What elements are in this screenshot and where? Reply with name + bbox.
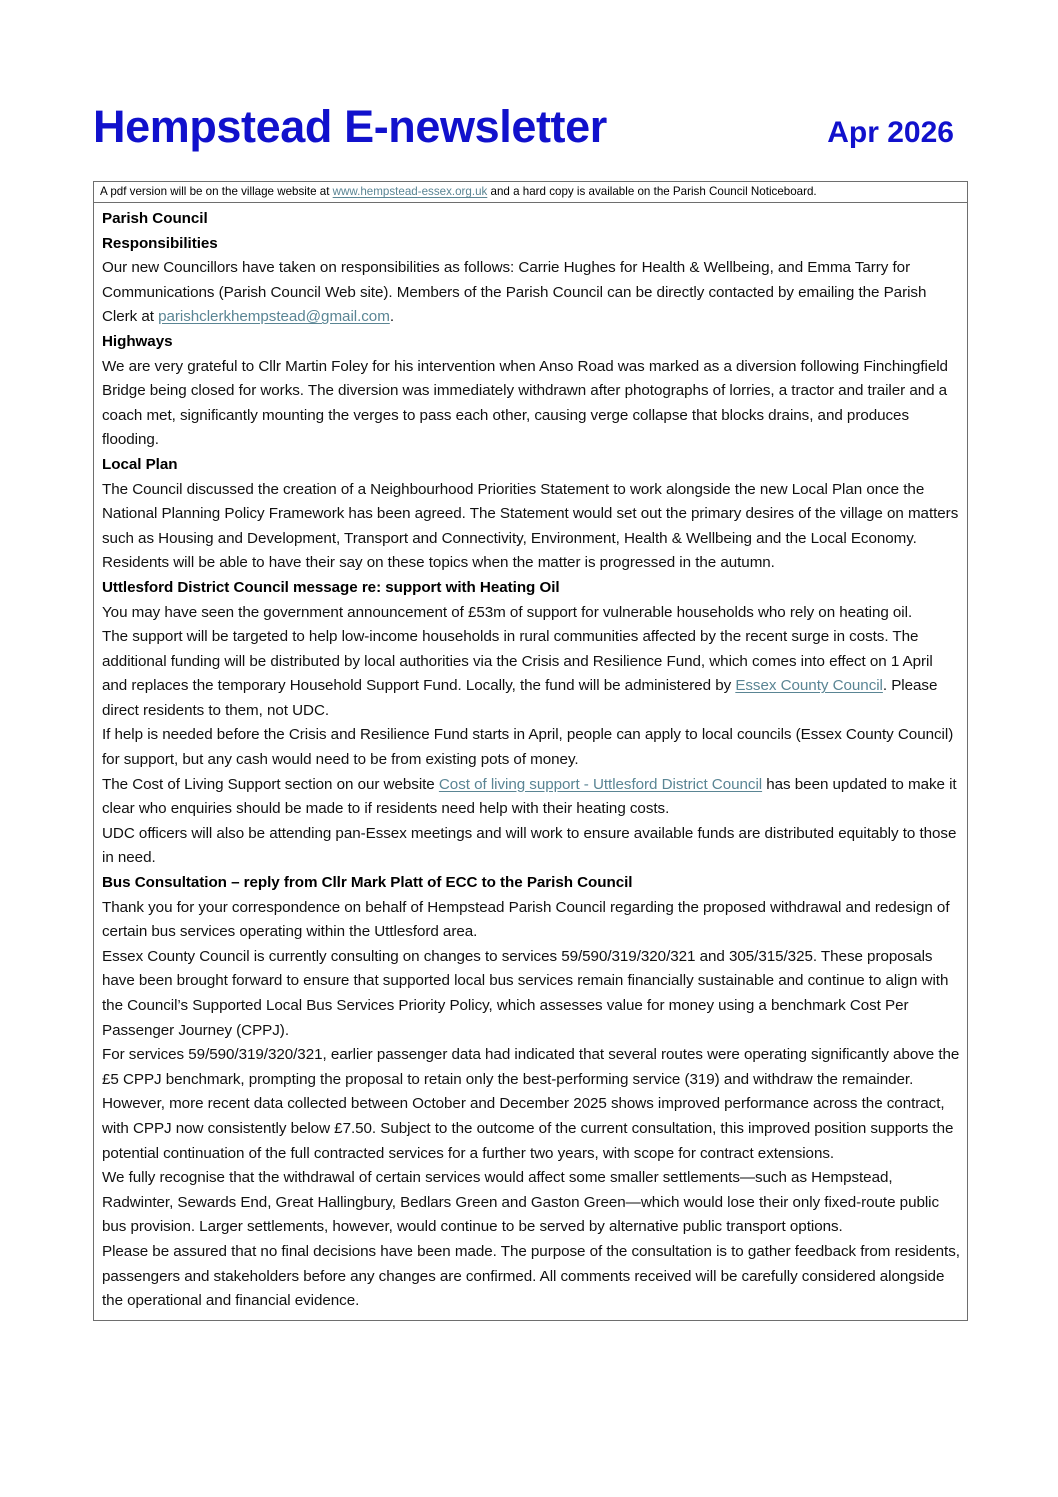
heading-highways: Highways bbox=[102, 332, 173, 350]
paragraph-local-plan-2: Residents will be able to have their say on these topics when the matter is progressed in the autumn. bbox=[102, 554, 775, 572]
issue-date: Apr 2026 bbox=[827, 116, 954, 149]
paragraph-responsibilities bbox=[102, 256, 960, 330]
paragraph-udc-4 bbox=[102, 773, 960, 822]
village-website-link[interactable]: www.hempstead-essex.org.uk bbox=[332, 185, 488, 198]
heading-uttlesford-heating-oil: Uttlesford District Council message re: support with Heating Oil bbox=[102, 578, 560, 596]
heading-bus-consultation: Bus Consultation – reply from Cllr Mark Platt of ECC to the Parish Council bbox=[102, 874, 633, 892]
paragraph-udc-3: If help is needed before the Crisis and Resilience Fund starts in April, people can apply to local councils (Essex County Council) for support, but any cash would need to be from existing pots of money. bbox=[102, 726, 954, 769]
paragraph-udc-2 bbox=[102, 625, 960, 723]
parish-clerk-email-link[interactable]: parishclerkhempstead@gmail.com bbox=[158, 308, 390, 326]
paragraph-bus-5: Please be assured that no final decisions have been made. The purpose of the consultation is to gather feedback from residents, passengers and stakeholders before any changes are confirmed. All comments received will be carefully considered alongside the operational and financial evidence. bbox=[102, 1242, 960, 1310]
paragraph-bus-3: For services 59/590/319/320/321, earlier passenger data had indicated that several routes were operating significantly above the £5 CPPJ benchmark, prompting the proposal to retain only the best-performing service (319) and withdraw the remainder. However, more recent data collected between October and December 2025 shows improved performance across the contract, with CPPJ now consistently below £7.50. Subject to the outcome of the current consultation, this improved position supports the potential continuation of the full contracted services for a further two years, with scope for contract extensions. bbox=[102, 1046, 960, 1162]
responsibilities-text-a: Our new Councillors have taken on responsibilities as follows: Carrie Hughes for Health & Wellbeing, and Emma Tarry for Communications (Parish Council Web site). Members of the Parish Council can be directly contacted by emailing the Parish Clerk at bbox=[102, 259, 927, 326]
paragraph-bus-1: Thank you for your correspondence on behalf of Hempstead Parish Council regarding the proposed withdrawal and redesign of certain bus services operating within the Uttlesford area. bbox=[102, 898, 950, 941]
newsletter-frame bbox=[93, 181, 968, 1321]
note-text-before: A pdf version will be on the village website at bbox=[100, 185, 333, 198]
paragraph-bus-2: Essex County Council is currently consulting on changes to services 59/590/319/320/321 and 305/315/325. These proposals have been brought forward to ensure that supported local bus services remain financially sustainable and continue to align with the Council’s Supported Local Bus Services Priority Policy, which assesses value for money using a benchmark Cost Per Passenger Journey (CPPJ). bbox=[102, 947, 949, 1039]
paragraph-bus-4: We fully recognise that the withdrawal of certain services would affect some smaller settlements—such as Hempstead, Radwinter, Sewards End, Great Hallingbury, Bedlars Green and Gaston Green—which would lose their only fixed-route public bus provision. Larger settlements, however, would continue to be served by alternative public transport options. bbox=[102, 1169, 940, 1236]
heading-parish-council: Parish Council bbox=[102, 210, 208, 227]
page-title: Hempstead E-newsletter bbox=[93, 101, 607, 152]
heading-local-plan: Local Plan bbox=[102, 455, 178, 473]
essex-county-council-link[interactable]: Essex County Council bbox=[735, 677, 883, 695]
udc-4-text-a: The Cost of Living Support section on our website bbox=[102, 775, 439, 793]
heading-responsibilities: Responsibilities bbox=[102, 234, 218, 252]
pdf-availability-note bbox=[94, 182, 967, 203]
newsletter-body bbox=[94, 203, 967, 1320]
responsibilities-text-b: . bbox=[389, 308, 394, 326]
udc-4-text-b: has been updated to make it clear who enquiries should be made to if residents need help with their heating costs. bbox=[102, 775, 957, 818]
note-text-after: and a hard copy is available on the Parish Council Noticeboard. bbox=[487, 185, 817, 198]
masthead bbox=[93, 101, 968, 152]
paragraph-udc-5: UDC officers will also be attending pan-Essex meetings and will work to ensure available funds are distributed equitably to those in need. bbox=[102, 824, 957, 867]
paragraph-udc-1: You may have seen the government announcement of £53m of support for vulnerable households who rely on heating oil. bbox=[102, 603, 913, 621]
paragraph-local-plan-1: The Council discussed the creation of a Neighbourhood Priorities Statement to work alongside the new Local Plan once the National Planning Policy Framework has been agreed. The Statement would set out the primary desires of the village on matters such as Housing and Development, Transport and Connectivity, Environment, Health & Wellbeing and the Local Economy. bbox=[102, 480, 959, 547]
udc-2-text-a: The support will be targeted to help low-income households in rural communities affected by the recent surge in costs. The additional funding will be distributed by local authorities via the Crisis and Resilience Fund, which comes into effect on 1 April and replaces the temporary Household Support Fund. Locally, the fund will be administered by bbox=[102, 628, 933, 695]
cost-of-living-support-link[interactable]: Cost of living support - Uttlesford District Council bbox=[438, 775, 763, 793]
udc-2-text-b: . Please direct residents to them, not UDC. bbox=[102, 677, 938, 719]
paragraph-highways: We are very grateful to Cllr Martin Foley for his intervention when Anso Road was marked as a diversion following Finchingfield Bridge being closed for works. The diversion was immediately withdrawn after photographs of lorries, a tractor and trailer and a coach met, significantly mounting the verges to pass each other, causing verge collapse that blocks drains, and produces flooding. bbox=[102, 357, 948, 449]
